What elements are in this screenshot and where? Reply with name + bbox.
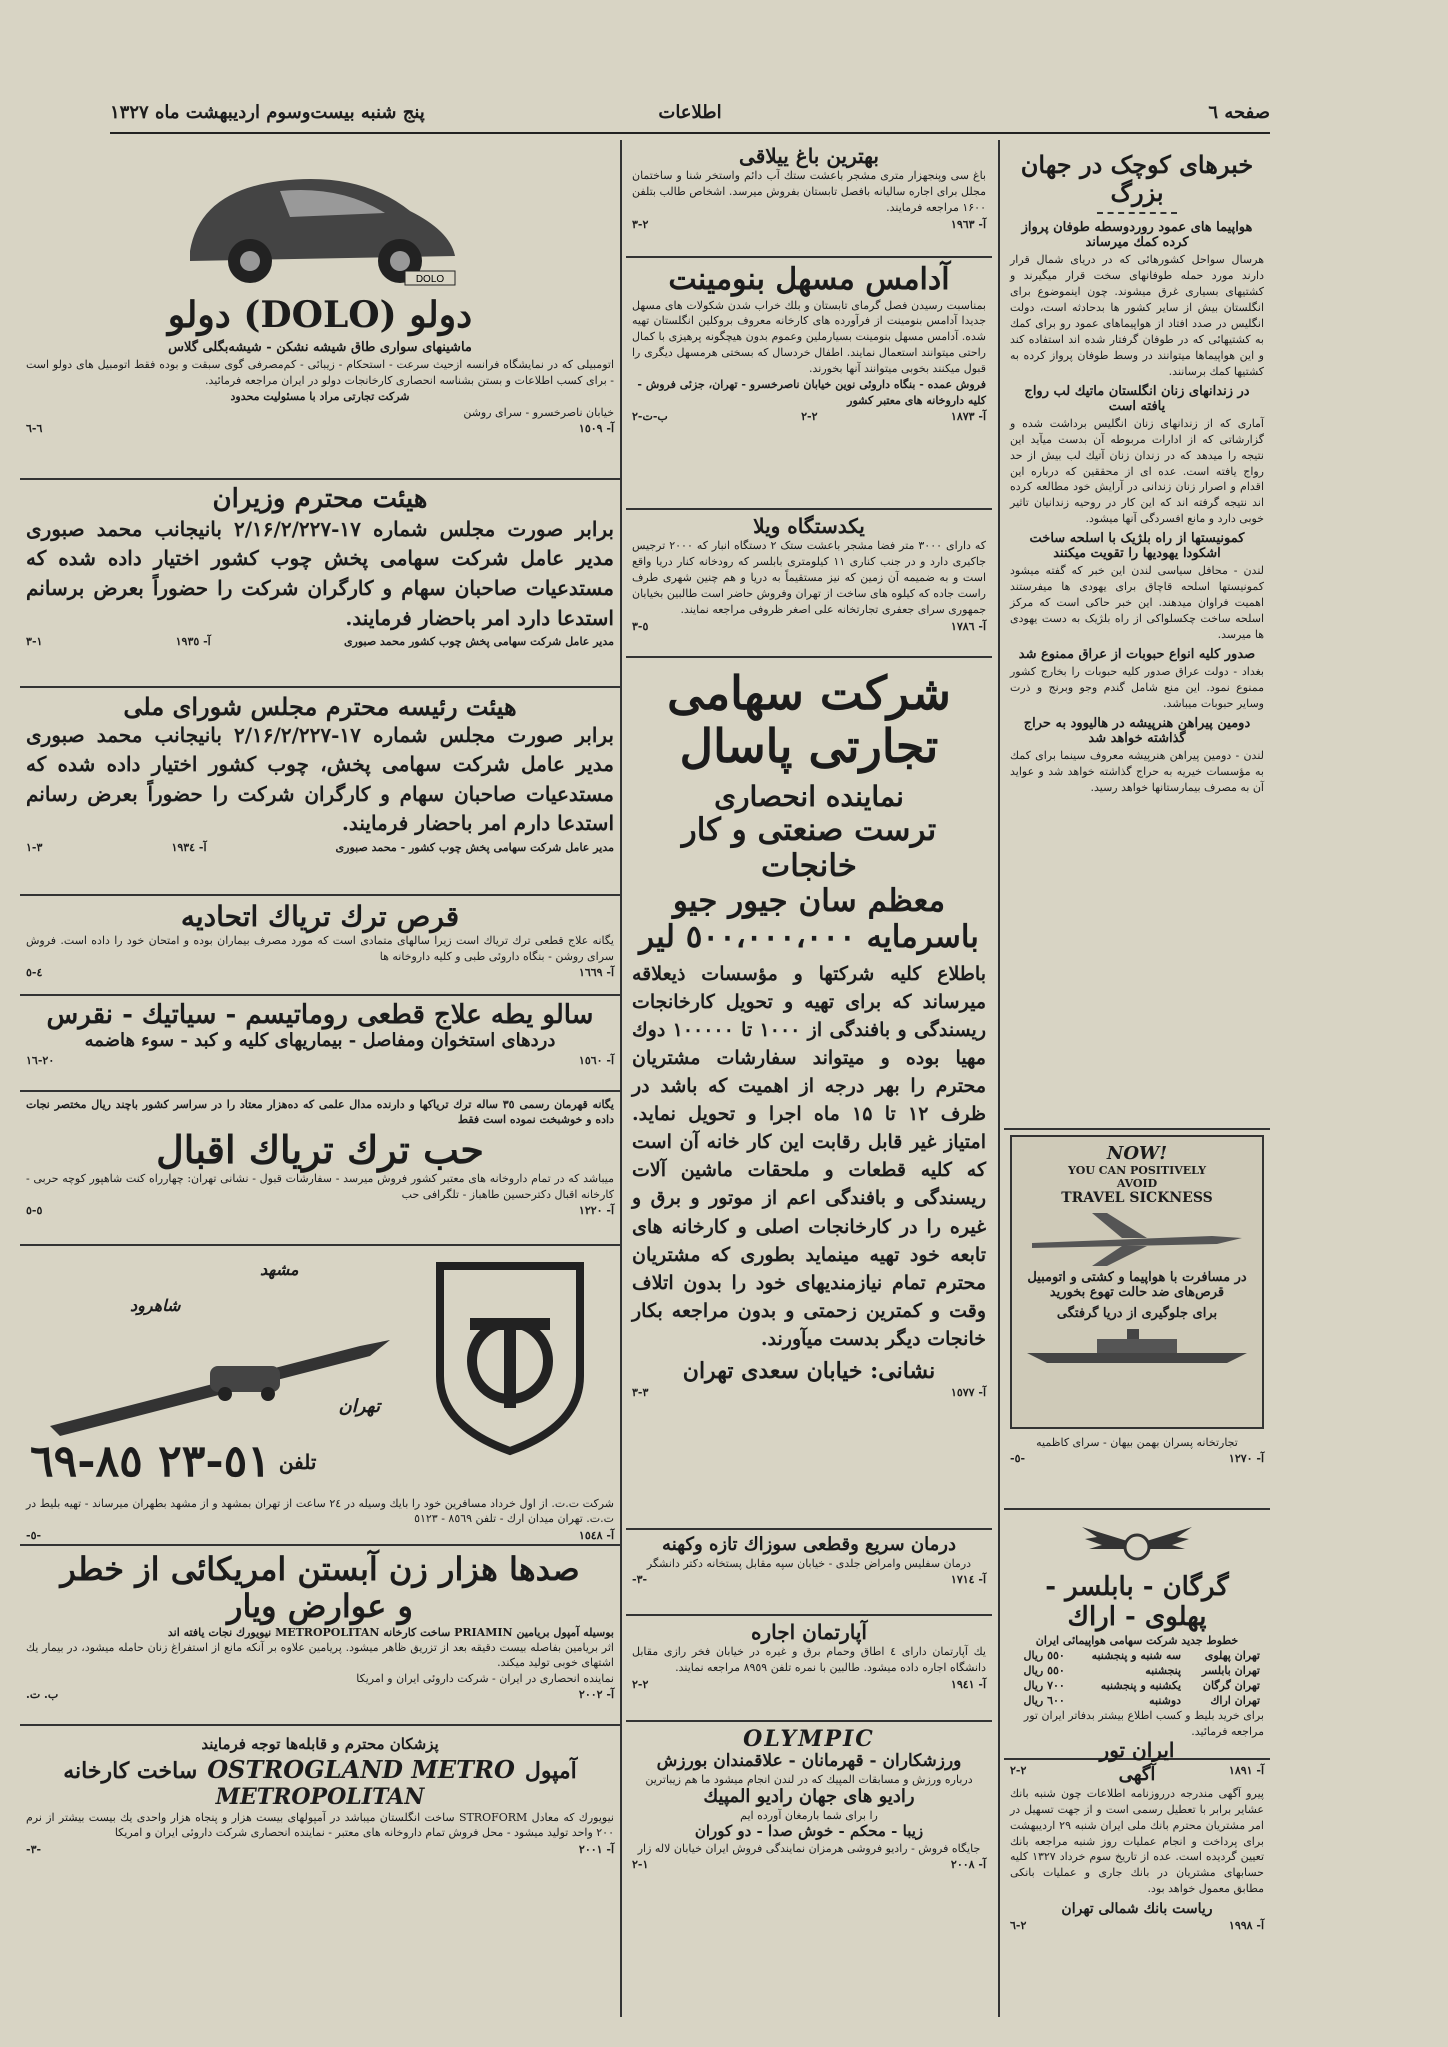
small-news-section	[1004, 140, 1270, 1130]
ref-number: آ- ١٩٣٤	[171, 840, 207, 854]
ad-body: یك آپارتمان دارای ٤ اطاق وحمام برق و غیره در خیابان فخر رازی مقابل دانشگاه اجاره داده میشود. طالبین با نمره تلفن ٨٩٥٩ مراجعه نمایند.	[632, 1645, 986, 1674]
ad-title: رادیو های جهان رادیو المپیك	[703, 1786, 915, 1808]
city-shahrud: شاهرود	[130, 1296, 181, 1315]
ad-body: نماینده انحصاری در ایران - شرکت داروئی ایران و امریکا	[356, 1671, 614, 1685]
brand-name: ایران تور	[1099, 1737, 1175, 1762]
ad-title: یکدستگاه ویلا	[753, 514, 865, 538]
ad-subtitle: ماشینهای سواری طاق شیشه نشکن - شیشه‌بگلی گلاس	[168, 340, 472, 356]
ref-code: ١-٢	[632, 1857, 649, 1871]
left-column	[20, 140, 620, 2017]
city-tehran: تهران	[338, 1396, 380, 1417]
ref-code: ٣-١	[26, 840, 43, 854]
ad-title: تجارتی پاسال	[679, 718, 939, 773]
ad-reference	[1010, 1452, 1264, 1465]
ad-title: حب ترك تریاك اقبال	[156, 1126, 484, 1172]
flight-cell: پنجشنبه	[1145, 1664, 1182, 1678]
ad-address: تجارتخانه پسران بهمن بیهان - سرای کاظمیه	[1036, 1436, 1238, 1449]
ad-body: درمان سفلیس وامراض جلدی - خیابان سپه مقابل پستخانه دکتر دانشگر	[646, 1556, 972, 1570]
ad-body: جایگاه فروش - رادیو فروشی هرمزان نمایندگی فروش ایران خیابان لاله زار	[637, 1841, 981, 1855]
news-body: هرسال سواحل کشورهائی که در دریای شمال قرار دارند مورد حمله طوفانهای سخت قرار میگیرند و کشتیهای بسیاری غرق میشوند. چون اینموضوع برای انگلستان بیش از سایر کشور ها بدحادثه است، دولت انگلیس در صدد افتاد از هواپیماهای عمود رو برای کمك به کشتیهائی که در طوفان گرفتار شده اند استفاده کند و این هواپیماها میتوانند در وسط طوفان پرواز کرده به کشتیها کمك برسانند.	[1010, 253, 1264, 378]
notice-signature: ریاست بانك شمالی تهران	[1061, 1901, 1213, 1918]
car-illustration	[170, 151, 470, 291]
notice-signature: مدیر عامل شرکت سهامی پخش چوب کشور - محمد صبوری	[335, 840, 614, 854]
ref-code: ٥-٥	[26, 1204, 43, 1218]
ref-number: آ- ١٥٤٨	[578, 1529, 614, 1542]
laxative-gum-ad	[626, 258, 992, 510]
ad-subtitle: معظم سان جیور جیو	[672, 883, 946, 920]
ref-code: ٢-٢	[632, 1677, 649, 1691]
ministers-notice	[20, 480, 620, 688]
ad-reference	[1010, 1919, 1264, 1932]
middle-column	[626, 140, 992, 2017]
olympic-radio-ad	[626, 1722, 992, 1912]
ad-persian-text: در مسافرت با هواپیما و کشتی و اتومبیل قرص‌های ضد حالت تهوع بخورید	[1027, 1270, 1247, 1300]
bank-notice	[1004, 1760, 1270, 2010]
ref-number: آ- ١٧١٤	[950, 1573, 986, 1587]
ad-reference	[26, 966, 614, 979]
flight-cell: تهران بابلسر	[1201, 1664, 1260, 1678]
ad-title: درمان سریع وقطعی سوزاك تازه وکهنه	[662, 1534, 956, 1555]
parliament-notice	[20, 688, 620, 896]
ad-reference	[632, 1386, 986, 1399]
ref-code: ٢-٢	[1010, 1763, 1027, 1777]
ad-english-title: OLYMPIC	[743, 1726, 875, 1752]
section-title: خبرهای کوچک در جهان بزرگ	[1020, 150, 1254, 207]
ad-english-line: TRAVEL SICKNESS	[1061, 1190, 1213, 1206]
ad-reference	[26, 1054, 614, 1067]
ad-body: شرکت ت.ت. از اول خرداد مسافرین خود را بایك وسیله در ٢٤ ساعت از تهران بمشهد و از مشهد بطهران میرساند - تهیه بلیط در ت.ت. تهران میدان ارك - تلفن ٨٥٦٩ - ٥١٢٣	[26, 1497, 614, 1526]
winged-logo-icon	[1077, 1519, 1197, 1569]
ostrogland-ad	[20, 1726, 620, 1896]
ref-number: آ- ٢٠٠٢	[578, 1688, 614, 1702]
ref-number: آ- ١٨٧٣	[950, 409, 986, 423]
flight-table	[1010, 1648, 1264, 1708]
flight-cell: تهران پهلوی	[1204, 1649, 1260, 1663]
ad-reference	[632, 1573, 986, 1586]
ad-body: که دارای ٣٠٠٠ متر فضا مشجر باعشت ستک ٢ دستگاه انبار که ٢٠٠٠ ترجیس جاکیری دارد و در جنب کناری ١١ کیلومتری بابلسر که رودخانه کنار دریا واقع است و به ضمیمه آن زمین که نیز مستقیماً به دریا و هم چنین شهری طرف راست جاده که کیلوه های ساخت از تهران وفروش حاضر است طالبین بخیابان جمهوری سرای جعفری تجارتخانه علی اصغر ظروفی مراجعه نمایند.	[632, 539, 986, 616]
ad-reference	[632, 620, 986, 633]
notice-body: برابر صورت مجلس شماره ۱۷-۲/۱۶/۲/۲۲۷ بانیجانب محمد صبوری مدیر عامل شرکت سهامی پخش چوب کشور اختیار داده شده که مستدعیات صاحبان سهام و کارگران شرکت را حضوراً بعرض برسانم استدعا دارد امر باحضار فرمایند.	[26, 516, 614, 630]
ad-sellers: فروش عمده - بنگاه داروئی نوین خیابان ناصرخسرو - تهران، جزئی فروش - کلیه داروخانه های معتبر کشور	[637, 378, 986, 407]
ship-illustration	[1017, 1325, 1257, 1365]
tc-shield-logo-icon	[430, 1256, 590, 1456]
flight-row	[1010, 1678, 1264, 1693]
ad-address: نشانی: خیابان سعدی تهران	[682, 1358, 936, 1385]
ref-code: ٤-٥	[26, 965, 43, 979]
manufacturer-name: METROPOLITAN	[215, 1784, 425, 1810]
brand-persian: دولو	[167, 294, 231, 336]
ad-body: نیویورك که معادل STROFORM ساخت انگلستان میباشد در آمپولهای بیست هزار و پنجاه هزار واحدی یك بیست بیشتر از نرم ٢٠٠ واحد تولید میشود - محل فروش تمام داروخانه های معتبر - نماینده انحصاری شرکت داروئی ایران و امریکا	[26, 1811, 614, 1840]
ref-number: آ- ١٩٦٣	[950, 217, 986, 231]
capital-line: باسرمایه ٥٠٠،٠٠٠،٠٠٠ لیر	[639, 918, 979, 955]
ad-body: اتومبیلی که در نمایشگاه فرانسه ازحیث سرعت - استحکام - زیبائی - کم‌مصرفی گوی سبقت و بوده فقط اتومبیل های دولو است - برای کسب اطلاعات و بستن بشناسه انحصاری کارخانجات دولو در ایران مراجعه فرمائید.	[26, 358, 614, 388]
news-body: بغداد - دولت عراق صدور کلیه حبوبات را بخارج کشور ممنوع نمود. این منع شامل گندم وجو وبرنج و ذرت وسایر حبوبات میباشد.	[1010, 664, 1264, 710]
made-by-label: ساخت کارخانه	[63, 1758, 198, 1784]
ad-english-line: AVOID	[1116, 1177, 1158, 1190]
ref-code: ٥-٣	[632, 619, 649, 633]
ad-title: ورزشکاران - قهرمانان - علاقمندان بورزش	[656, 1751, 962, 1772]
ad-title	[26, 295, 614, 336]
ad-body: باغ سی وپنجهزار متری مشجر باعشت ستك آب دائم واستخر شنا و ساختمان مجلل برای اجاره سالیانه بافصل تابستان بفروش میرسد. اشخاص طالب بتلفن ۱۶۰۰ مراجعه فرمایند.	[632, 169, 986, 214]
ad-title: گرگان - بابلسر - پهلوی - اراك	[1045, 1572, 1229, 1632]
ad-subtitle: نماینده انحصاری	[714, 779, 904, 813]
ad-title: بهترین باغ ییلاقی	[739, 144, 879, 168]
ad-reference	[26, 422, 614, 435]
news-headline: کمونیستها از راه بلژیک با اسلحه ساخت اشکودا یهودیها را تقویت میکنند	[1029, 531, 1245, 562]
ad-body: باطلاع کلیه شرکتها و مؤسسات ذیعلاقه میرساند که برای تهیه و تحویل کارخانجات ریسندگی و بافندگی از ۱۰۰۰ تا ۱۰۰۰۰۰ دوك مهیا بوده و میتواند سفارشات مشتریان محترم را بهر درجه از اهمیت که باشد در ظرف ۱۲ تا ۱۵ ماه اجرا و تحویل نماید. امتیاز غیر قابل رقابت این کار خانه آن است که کلیه قطعات و ملحقات ماشین آلات ریسندگی و بافندگی اعم از موتور و برق و غیره را در کارخانجات اصلی و کارخانه های تابعه خود تهیه مینماید بطوری که مشتریان محترم تمام نیازمندیهای خود را بدون اتلاف وقت و کمترین زحمتی و بدون مراجعه بکار خانجات دیگر بدست میآورند.	[632, 962, 986, 1350]
ad-title: قرص ترك تریاك اتحادیه	[180, 900, 460, 933]
ad-reference	[26, 1204, 614, 1217]
ad-title-row	[26, 1755, 614, 1784]
ad-reference	[632, 218, 986, 231]
news-body: آماری که از زندانهای زنان انگلیس برداشت شده و گزارشاتی که از ادارات مربوطه آن بدست میآید این نتیجه را میدهد که در زندان زنان آتیك لب بیش از حد رواج یافته است. عده ای از محققین که درباره این اقدام و اصرار زنان زندانی در آرایش خود مطالعه کرده اند نتیجه گرفته اند که این کار در روحیه زندانیان تاثیر خوبی دارد و مانع افسردگی آنها میشود.	[1010, 416, 1264, 526]
page-number: صفحه ٦	[1208, 102, 1270, 123]
ref-number: آ- ١٢٢٠	[578, 1204, 614, 1218]
flight-cell: ٦٠٠ ریال	[1023, 1694, 1065, 1708]
ad-persian-sub: برای جلوگیری از دریا گرفتگی	[1056, 1306, 1218, 1321]
ad-body: بوسیله آمپول بریامین PRIAMIN ساخت کارخانه METROPOLITAN نیویورك نجات یافته اند	[167, 1625, 614, 1639]
ref-number: آ- ١٩٤١	[950, 1677, 986, 1691]
flight-row	[1010, 1648, 1264, 1663]
flight-cell: یکشنبه و پنجشنبه	[1100, 1679, 1182, 1693]
phone-label: تلفن	[278, 1449, 317, 1474]
phone-number: ٥١-٢٣ ٨٥-٦٩	[30, 1436, 271, 1487]
ampoule-label: آمپول	[524, 1758, 577, 1784]
brand-latin: OSTROGLAND METRO	[207, 1755, 515, 1784]
flight-cell: ٥٥٠ ریال	[1023, 1649, 1065, 1663]
flight-cell: دوشنبه	[1149, 1694, 1182, 1708]
newspaper-name: اطلاعات	[658, 102, 722, 123]
ref-code: -٥-	[26, 1529, 42, 1542]
ref-code: -٣-	[26, 1842, 42, 1856]
villa-ad	[626, 510, 992, 658]
ref-number: آ- ٢٠٠٨	[950, 1857, 986, 1871]
company-name: شرکت تجارتی مراد با مسئولیت محدود	[230, 390, 410, 404]
ad-body: را برای شما بارمغان آورده ایم	[740, 1808, 878, 1822]
flight-cell: تهران اراك	[1210, 1694, 1260, 1708]
right-column	[1004, 140, 1270, 2017]
ad-body: اثر بریامین بفاصله بیست دقیقه بعد از تزریق ظاهر میشود. پریامین علاوه بر آنکه مانع از استفراغ زنان حامله میشود، در بیمار یك اشتهای خوبی تولید میکند.	[26, 1640, 614, 1670]
car-plate-label: DOLO	[415, 274, 445, 285]
notice-body: برابر صورت مجلس شماره ۱۷-۲/۱۶/۲/۲۲۷ بانیجانب محمد صبوری مدیر عامل شرکت سهامی پخش، چوب کشور اختیار داده شده که مستدعیات صاحبان سهام و کارگران شرکت را حضوراً بعرض رسانم استدعا دارم امر باحضار فرمایند.	[26, 722, 614, 836]
travel-sickness-ad	[1004, 1130, 1270, 1510]
ad-body: یگانه علاج قطعی ترك تریاك است زیرا سالهای متمادی است که مورد مصرف بیماران بوده و امتحان خود را داده است. فروش سرای روشن - بنگاه داروئی طبی و کلیه داروخانه ها	[26, 934, 614, 963]
column-rule-right	[998, 140, 1000, 2017]
ref-number: آ- ١٩٩٨	[1228, 1919, 1264, 1933]
ref-code: ٦-٦	[26, 422, 43, 436]
ad-title: آدامس مسهل بنومینت	[668, 262, 950, 297]
ref-number: آ- ١٥٧٧	[950, 1386, 986, 1400]
ref-number: آ- ١٩٣٥	[175, 635, 211, 649]
ad-title: آپارتمان اجاره	[751, 1620, 867, 1644]
notice-footer	[26, 841, 614, 854]
notice-title: هیئت رئیسه محترم مجلس شورای ملی	[123, 692, 517, 721]
ad-body: بمناسبت رسیدن فصل گرمای تابستان و بلك خراب شدن شکولات های مسهل جدیدا آدامس بنومینت از فرآورده های کارخانه معروف بروکلین انگلستان تهیه شده. آدامس مسهل بنومینت بسیارملین وعموم بدون هیچگونه پرهیزی با کمال راحتی میتوانند استعمال نمایند. اطفال خردسال که بسختی هرمسهل دیگری را قبول میکنند بخوبی میتوانند آنها بخورند.	[632, 298, 986, 376]
ref-number: آ- ١٢٧٠	[1228, 1452, 1264, 1466]
ad-slogan: زیبا - محکم - خوش صدا - دو کوران	[694, 1822, 924, 1841]
ref-number: آ- ١٨٩١	[1228, 1763, 1264, 1777]
airplane-illustration	[1012, 1208, 1262, 1268]
clinic-ad	[626, 1530, 992, 1616]
garden-ad	[626, 140, 992, 258]
ad-subtitle: ترست صنعتی و کار خانجات	[681, 811, 937, 884]
dolo-car-ad	[20, 140, 620, 480]
flight-row	[1010, 1693, 1264, 1708]
ad-note: برای خرید بلیط و کسب اطلاع بیشتر بدفاتر ایران تور مراجعه فرمائید.	[1023, 1709, 1264, 1738]
ad-title: صدها هزار زن آبستن امریکائی از خطر	[60, 1550, 580, 1588]
ref-number: آ- ١٥٠٩	[578, 422, 614, 436]
pasal-company-ad	[626, 658, 992, 1530]
ref-code: -٣-	[632, 1573, 648, 1587]
page-header	[110, 92, 1270, 134]
notice-title: آگهی	[1118, 1764, 1156, 1785]
brand-persian: دولو	[409, 294, 473, 336]
ref-code: -٥-	[1010, 1452, 1026, 1466]
ad-reference	[26, 1843, 614, 1856]
opium-pill-ad	[20, 896, 620, 996]
ad-reference	[26, 1688, 614, 1701]
ad-body: دردهای استخوان ومفاصل - بیماریهای کلیه و کبد - سوء هاضمه	[84, 1029, 556, 1051]
news-body: لندن - محافل سیاسی لندن این خبر که گفته میشود کمونیستها اسلحه قاچاق برای یهودی ها میفرستند اهمیت فراوان میدهند. این خبر حاکی است که مرکز اسلحه ساخت چکسلواکی از راه بلژیک به دست یهودی ها میرسد.	[1010, 564, 1264, 641]
issue-date: پنج شنبه بیست‌وسوم اردیبهشت ماه ۱۳۲۷	[110, 102, 425, 123]
notice-footer	[26, 635, 614, 648]
iqbal-pill-ad	[20, 1092, 620, 1246]
flight-cell: تهران گرگان	[1202, 1679, 1260, 1693]
news-body: لندن - دومین پیراهن هنرپیشه معروف سینما برای کمك به مؤسسات خیریه به حراج گذاشته خواهد شد و عواید آن به مصرف بیمارستانها خواهد رسید.	[1010, 748, 1264, 794]
ad-reference	[632, 1858, 986, 1871]
ref-code: ٣-٣	[632, 1386, 649, 1400]
ad-english-line: YOU CAN POSITIVELY	[1067, 1164, 1207, 1177]
flight-row	[1010, 1663, 1264, 1678]
ad-subtitle: خطوط جدید شرکت سهامی هواپیمائی ایران	[1035, 1633, 1239, 1647]
flight-cell: سه شنبه و پنجشنبه	[1091, 1649, 1182, 1663]
ref-number: آ- ١٧٨٦	[950, 619, 986, 633]
news-headline: در زندانهای زنان انگلستان ماتیك لب رواج یافته است	[1024, 383, 1250, 414]
salicylate-ad	[20, 996, 620, 1092]
ad-reference	[632, 410, 986, 423]
city-mashhad: مشهد	[260, 1260, 299, 1279]
ref-code: ب-ت-٢	[632, 409, 668, 423]
ad-english-now: NOW!	[1106, 1143, 1168, 1164]
ref-code: ب. ت.	[26, 1688, 59, 1702]
ref-code: ٢-٣	[632, 217, 649, 231]
ad-title: و عوارض ویار	[227, 1586, 413, 1625]
notice-body: پیرو آگهی مندرجه درروزنامه اطلاعات چون شنبه بانك عشایر برابر با تعطیل رسمی است و از جهت تسهیل در امر مشتریان محترم بانك ملی ایران شنبه ۲۹ اردیبهشت برای پرداخت و انجام عملیات روز شنبه مراجعه بانك تعیین گردیده است. عده از تاریخ سوم خرداد ۱۳۲۷ کلیه حسابهای مشتریان در بانك جاری و عملیات بانکی مطابق معمول خواهد بود.	[1010, 1786, 1265, 1896]
priamin-ad	[20, 1546, 620, 1726]
ref-code: ١-٣	[26, 635, 43, 649]
ad-intro: یگانه قهرمان رسمی ٣٥ ساله ترك تریاکها و دارنده مدال علمی که ده‌هزار معتاد را در سراسر کشور باچند ریال مختصر نجات داده و خوشبخت نموده است فقط	[26, 1098, 614, 1127]
news-headline: دومین پیراهن هنرپیشه در هالیوود به حراج گذاشته خواهد شد	[1023, 715, 1251, 746]
news-headline: هواپیما های عمود روردوسطه طوفان پرواز کرده کمك میرساند	[1021, 220, 1253, 251]
brand-latin: (DOLO)	[243, 294, 397, 336]
ref-code: ٢٠-١٦	[26, 1053, 55, 1067]
ad-body: درباره ورزش و مسابقات المپیك که در لندن انجام میشود ما هم زیباترین	[645, 1772, 973, 1786]
ref-code: ٢-٦	[1010, 1919, 1027, 1933]
ref-number: آ- ١٥٦٠	[578, 1053, 614, 1067]
ad-heading: پزشکان محترم و قابله‌ها توجه فرمایند	[201, 1735, 439, 1753]
notice-signature: مدیر عامل شرکت سهامی پخش چوب کشور محمد صبوری	[343, 635, 614, 649]
ad-address: خیابان ناصرخسرو - سرای روشن	[463, 405, 614, 419]
flight-cell: ٧٠٠ ریال	[1023, 1679, 1065, 1693]
ad-title: سالو یطه علاج قطعی روماتیسم - سیاتیك - نقرس	[46, 1000, 594, 1030]
ad-reference	[26, 1529, 614, 1542]
ref-number: آ- ١٦٦٩	[578, 965, 614, 979]
ad-body: میباشد که در تمام داروخانه های معتبر کشور فروش میرسد - سفارشات قبول - نشانی تهران: چهارراه کنت شاهپور کوچه حربی - کارخانه اقبال دکترحسین طاهباز - تلگرافی حب	[26, 1172, 614, 1201]
apartment-ad	[626, 1616, 992, 1722]
bus-road-illustration	[40, 1326, 400, 1436]
title-divider	[1097, 212, 1177, 214]
flight-cell: ٥٥٠ ریال	[1023, 1664, 1065, 1678]
news-headline: صدور کلیه انواع حبوبات از عراق ممنوع شد	[1018, 646, 1256, 662]
tc-transport-ad	[20, 1246, 620, 1546]
notice-title: هیئت محترم وزیران	[212, 484, 428, 514]
ad-title: شرکت سهامی	[667, 666, 951, 720]
ad-reference	[632, 1678, 986, 1691]
ad-illustration-frame	[1010, 1135, 1264, 1429]
ref-number: آ- ٢٠٠١	[578, 1842, 614, 1856]
phone-line	[30, 1436, 316, 1487]
ref-code: ٢-٢	[801, 409, 818, 423]
column-rule-left	[620, 140, 622, 2017]
